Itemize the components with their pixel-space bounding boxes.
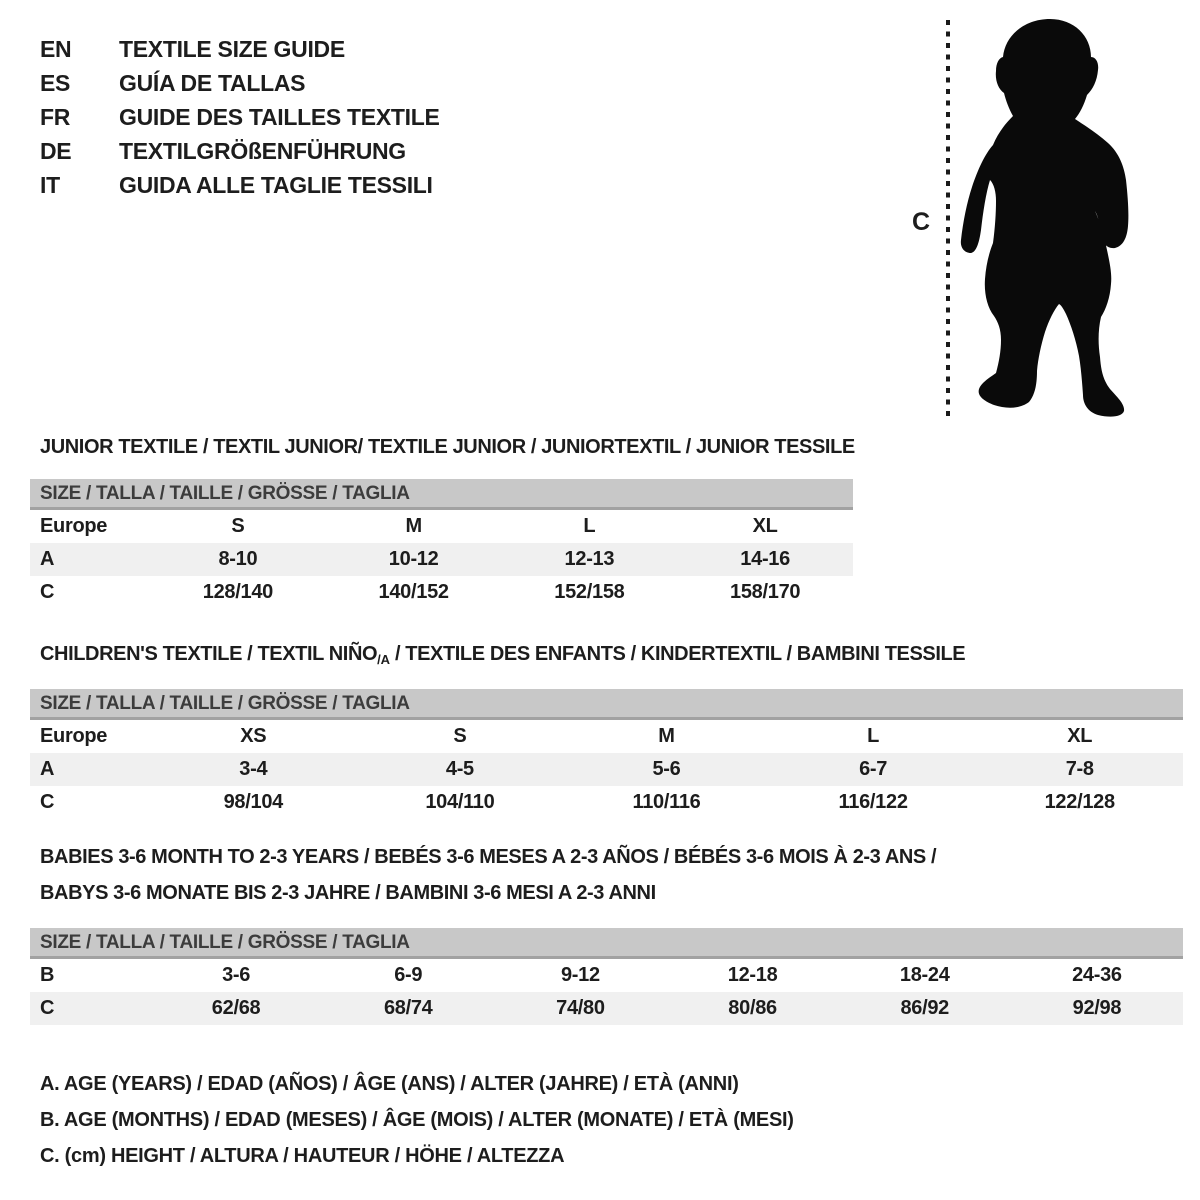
age-cell: 18-24 <box>899 964 950 986</box>
row-label: C <box>40 997 55 1019</box>
row-label: C <box>40 581 55 603</box>
language-code: IT <box>40 171 60 198</box>
height-cell: 68/74 <box>383 997 433 1019</box>
children-title-suffix: / TEXTILE DES ENFANTS / KINDERTEXTIL / BAMBINI TESSILE <box>389 643 966 665</box>
junior-row-height <box>30 576 853 609</box>
junior-size-table <box>30 479 853 609</box>
babies-section-title-line1: BABIES 3-6 MONTH TO 2-3 YEARS / BEBÉS 3-6 MESES A 2-3 AÑOS / BÉBÉS 3-6 MOIS À 2-3 ANS / <box>40 846 937 868</box>
children-size-table <box>30 689 1183 819</box>
age-cell: 24-36 <box>1072 964 1122 986</box>
size-cell: XL <box>752 515 778 537</box>
row-label: Europe <box>40 515 108 537</box>
children-row-height <box>30 786 1183 819</box>
age-cell: 4-5 <box>445 758 474 780</box>
baby-silhouette-icon <box>961 19 1129 417</box>
legend-height-cm: C. (cm) HEIGHT / ALTURA / HAUTEUR / HÖHE / ALTEZZA <box>40 1144 565 1167</box>
size-cell: XS <box>240 725 267 747</box>
height-cell: 92/98 <box>1072 997 1122 1019</box>
language-code: EN <box>40 35 72 62</box>
legend-age-years: A. AGE (YEARS) / EDAD (AÑOS) / ÂGE (ANS) / ALTER (JAHRE) / ETÀ (ANNI) <box>40 1072 739 1095</box>
age-cell: 12-18 <box>727 964 778 986</box>
age-cell: 7-8 <box>1065 758 1094 780</box>
language-code: FR <box>40 103 71 130</box>
height-cell: 110/116 <box>632 791 701 813</box>
junior-row-age <box>30 543 853 576</box>
children-row-age <box>30 753 1183 786</box>
row-label: A <box>40 548 55 570</box>
size-cell: L <box>583 515 596 537</box>
age-cell: 12-13 <box>564 548 615 570</box>
babies-section-title-line2: BABYS 3-6 MONATE BIS 2-3 JAHRE / BAMBINI 3-6 MESI A 2-3 ANNI <box>40 882 656 904</box>
age-cell: 5-6 <box>652 758 681 780</box>
height-cell: 74/80 <box>556 997 605 1019</box>
age-cell: 3-4 <box>239 758 268 780</box>
guide-title-en: TEXTILE SIZE GUIDE <box>119 35 345 62</box>
size-cell: S <box>231 515 245 537</box>
height-cell: 86/92 <box>900 997 950 1019</box>
size-cell: L <box>867 725 880 747</box>
children-section-title <box>40 643 965 667</box>
language-code: ES <box>40 69 71 96</box>
height-cell: 158/170 <box>730 581 801 603</box>
guide-title-de: TEXTILGRÖßENFÜHRUNG <box>119 137 406 164</box>
row-label: A <box>40 758 55 780</box>
guide-title-it: GUIDA ALLE TAGLIE TESSILI <box>119 171 433 198</box>
language-row-de <box>40 134 440 168</box>
guide-title-es: GUÍA DE TALLAS <box>119 69 306 96</box>
junior-section-title: JUNIOR TEXTILE / TEXTIL JUNIOR/ TEXTILE JUNIOR / JUNIORTEXTIL / JUNIOR TESSILE <box>40 436 855 458</box>
language-row-fr <box>40 100 440 134</box>
age-cell: 8-10 <box>218 548 258 570</box>
height-cell: 98/104 <box>223 791 283 813</box>
height-cell: 80/86 <box>728 997 777 1019</box>
language-code: DE <box>40 137 72 164</box>
babies-row-height <box>30 992 1183 1025</box>
babies-row-months <box>30 959 1183 992</box>
height-cell: 116/122 <box>838 791 908 813</box>
row-label: C <box>40 791 55 813</box>
children-title-prefix: CHILDREN'S TEXTILE / TEXTIL NIÑO <box>40 643 378 665</box>
size-cell: M <box>405 515 422 537</box>
babies-table-header: SIZE / TALLA / TAILLE / GRÖSSE / TAGLIA <box>30 928 1183 959</box>
height-cell: 62/68 <box>211 997 261 1019</box>
language-row-it <box>40 168 440 202</box>
size-cell: XL <box>1067 725 1093 747</box>
age-cell: 6-7 <box>859 758 888 780</box>
age-cell: 6-9 <box>394 964 423 986</box>
children-table-header: SIZE / TALLA / TAILLE / GRÖSSE / TAGLIA <box>30 689 1183 720</box>
height-cell: 122/128 <box>1044 791 1115 813</box>
babies-size-table <box>30 928 1183 1025</box>
size-cell: M <box>658 725 675 747</box>
height-measure-label: C <box>912 208 930 236</box>
row-label: Europe <box>40 725 108 747</box>
height-cell: 104/110 <box>425 791 495 813</box>
age-cell: 3-6 <box>222 964 251 986</box>
height-cell: 140/152 <box>378 581 449 603</box>
children-title-subscript: /A <box>377 652 390 667</box>
baby-figure <box>938 12 1158 422</box>
age-cell: 9-12 <box>560 964 600 986</box>
age-cell: 10-12 <box>388 548 439 570</box>
language-title-block <box>40 32 440 202</box>
junior-table-header: SIZE / TALLA / TAILLE / GRÖSSE / TAGLIA <box>30 479 853 510</box>
junior-row-europe <box>30 510 853 543</box>
size-cell: S <box>453 725 467 747</box>
height-cell: 152/158 <box>554 581 625 603</box>
language-row-es <box>40 66 440 100</box>
legend-block <box>40 1066 794 1174</box>
children-row-europe <box>30 720 1183 753</box>
age-cell: 14-16 <box>740 548 790 570</box>
row-label: B <box>40 964 55 986</box>
guide-title-fr: GUIDE DES TAILLES TEXTILE <box>119 103 440 130</box>
language-row-en <box>40 32 440 66</box>
legend-age-months: B. AGE (MONTHS) / EDAD (MESES) / ÂGE (MOIS) / ALTER (MONATE) / ETÀ (MESI) <box>40 1108 794 1131</box>
height-cell: 128/140 <box>202 581 273 603</box>
